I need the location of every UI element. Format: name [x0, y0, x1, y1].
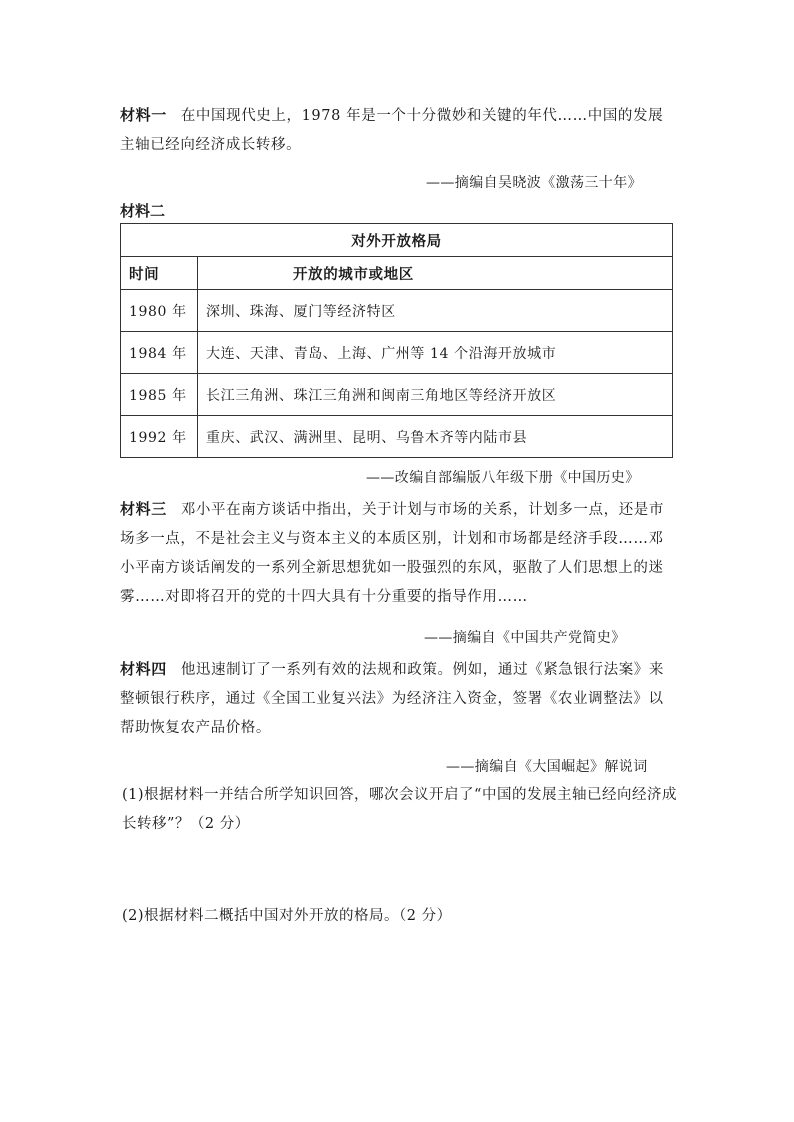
table-row	[121, 332, 673, 374]
table-title: 对外开放格局	[121, 224, 673, 257]
question-2: (2)根据材料二概括中国对外开放的格局。（2 分）	[122, 908, 452, 924]
table-row	[121, 290, 673, 332]
material-1-text: 在中国现代史上，1978 年是一个十分微妙和关键的年代……中国的发展主轴已经向经济成长转移。	[120, 108, 664, 153]
table-row	[121, 374, 673, 416]
question-1: (1)根据材料一并结合所学知识回答，哪次会议开启了“中国的发展主轴已经向经济成长转移”？（2 分）	[122, 787, 677, 832]
material-3-text: 邓小平在南方谈话中指出，关于计划与市场的关系，计划多一点，还是市场多一点，不是社会主义与资本主义的本质区别，计划和市场都是经济手段……邓小平南方谈话阐发的一系列全新思想犹如一股强烈的东风，驱散了人们思想上的迷雾……对即将召开的党的十四大具有十分重要的指导作用……	[120, 502, 665, 605]
open-pattern-table	[120, 223, 673, 458]
table-header-region: 开放的城市或地区	[198, 257, 673, 290]
material-3-label: 材料三	[120, 500, 167, 518]
table-cell-region: 重庆、武汉、满洲里、昆明、乌鲁木齐等内陆市县	[198, 416, 673, 458]
material-3-paragraph	[120, 495, 676, 612]
material-4-source: ——摘编自《大国崛起》解说词	[446, 759, 648, 775]
table-cell-region: 长江三角洲、珠江三角洲和闽南三角地区等经济开放区	[198, 374, 673, 416]
table-cell-year: 1980 年	[121, 290, 198, 332]
table-cell-region: 深圳、珠海、厦门等经济特区	[198, 290, 673, 332]
material-3-source: ——摘编自《中国共产党简史》	[424, 630, 626, 646]
material-1-paragraph	[120, 101, 676, 160]
material-1-source: ——摘编自吴晓波《激荡三十年》	[426, 175, 642, 191]
table-row	[121, 416, 673, 458]
material-4-label: 材料四	[120, 660, 167, 678]
material-4-paragraph	[120, 655, 676, 743]
table-cell-year: 1984 年	[121, 332, 198, 374]
table-cell-year: 1992 年	[121, 416, 198, 458]
material-2-label: 材料二	[120, 202, 166, 220]
material-2-source: ——改编自部编版八年级下册《中国历史》	[366, 470, 640, 486]
material-1-label: 材料一	[120, 106, 167, 124]
table-cell-region: 大连、天津、青岛、上海、广州等 14 个沿海开放城市	[198, 332, 673, 374]
material-4-text: 他迅速制订了一系列有效的法规和政策。例如，通过《紧急银行法案》来整顿银行秩序，通过《全国工业复兴法》为经济注入资金，签署《农业调整法》以帮助恢复农产品价格。	[120, 662, 665, 736]
table-cell-year: 1985 年	[121, 374, 198, 416]
table-header-time: 时间	[121, 257, 198, 290]
